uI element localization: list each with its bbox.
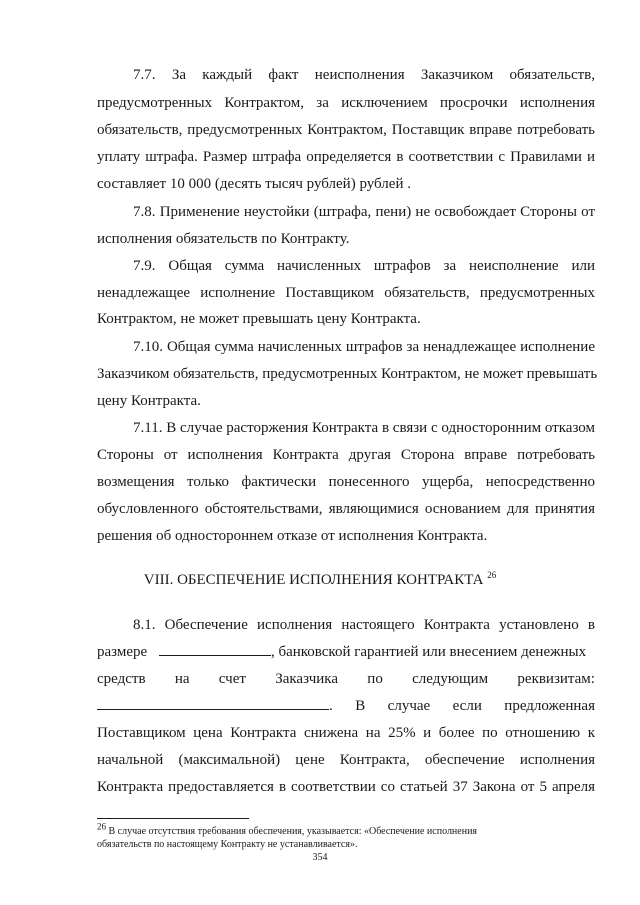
- paragraph-8-1-line-4: [97, 697, 595, 715]
- paragraph-7-11-line-2: Стороны от исполнения Контракта другая Сторона вправе потребовать: [97, 447, 595, 463]
- paragraph-8-1-line-3: [97, 670, 595, 688]
- paragraph-7-10-line-3: цену Контракта.: [97, 393, 201, 409]
- word: предложенная: [504, 698, 595, 714]
- paragraph-7-8-line-2: исполнения обязательств по Контракту.: [97, 231, 350, 247]
- paragraph-7-7-line-3: обязательств, предусмотренных Контрактом, Поставщик вправе потребовать: [97, 122, 595, 138]
- word: Заказчика: [275, 671, 339, 687]
- word: В: [355, 698, 366, 714]
- paragraph-7-9-line-3: Контрактом, не может превышать цену Контракта.: [97, 311, 421, 327]
- amount-blank-line: [159, 643, 271, 656]
- word: если: [452, 698, 482, 714]
- word: средств: [97, 671, 146, 687]
- section-8-title: VIII. ОБЕСПЕЧЕНИЕ ИСПОЛНЕНИЯ КОНТРАКТА: [143, 572, 484, 588]
- word: .: [329, 698, 333, 714]
- paragraph-7-9-line-1: 7.9. Общая сумма начисленных штрафов за неисполнение или: [133, 258, 595, 274]
- requisites-fill: [97, 697, 333, 715]
- amount-continuation: , банковской гарантией или внесением денежных: [270, 644, 587, 660]
- paragraph-7-11-line-4: обусловленного обстоятельствами, являющимися основанием для принятия: [97, 501, 595, 517]
- paragraph-7-11-line-3: возмещения только фактически понесенного ущерба, непосредственно: [97, 474, 595, 490]
- paragraph-7-7-line-1: 7.7. За каждый факт неисполнения Заказчиком обязательств,: [133, 67, 595, 83]
- paragraph-7-10-line-1: 7.10. Общая сумма начисленных штрафов за ненадлежащее исполнение: [133, 339, 595, 355]
- paragraph-7-10-line-2: Заказчиком обязательств, предусмотренных Контрактом, не может превышать: [97, 366, 598, 382]
- paragraph-7-11-line-1: 7.11. В случае расторжения Контракта в связи с односторонним отказом: [133, 420, 595, 436]
- paragraph-8-1-line-1: 8.1. Обеспечение исполнения настоящего Контракта установлено в: [133, 617, 595, 633]
- requisites-blank-line: [97, 697, 329, 710]
- section-8-heading: [0, 571, 640, 589]
- footnote-separator: [97, 818, 249, 819]
- footnote-number: 26: [97, 821, 106, 832]
- footnote-text-1: В случае отсутствия требования обеспечения, указывается: «Обеспечение исполнения: [106, 826, 478, 837]
- paragraph-8-1-line-5: Поставщиком цена Контракта снижена на 25% и более по отношению к: [97, 725, 595, 741]
- paragraph-7-7-line-4: уплату штрафа. Размер штрафа определяется в соответствии с Правилами и: [97, 149, 595, 165]
- word: на: [174, 671, 190, 687]
- paragraph-7-7-line-5: составляет 10 000 (десять тысяч рублей) рублей .: [97, 176, 411, 192]
- paragraph-7-9-line-2: ненадлежащее исполнение Поставщиком обязательств, предусмотренных: [97, 285, 595, 301]
- word: счет: [218, 671, 246, 687]
- amount-label: размере: [97, 644, 148, 660]
- paragraph-7-8-line-1: 7.8. Применение неустойки (штрафа, пени) не освобождает Стороны от: [133, 204, 595, 220]
- paragraph-8-1-line-7: Контракта предоставляется в соответствии со статьей 37 Закона от 5 апреля: [97, 779, 595, 795]
- footnote-line-1: [97, 821, 595, 838]
- paragraph-8-1-line-2: [97, 643, 595, 661]
- paragraph-8-1-line-6: начальной (максимальной) цене Контракта, обеспечение исполнения: [97, 752, 595, 768]
- footnote-line-2: обязательств по настоящему Контракту не устанавливается».: [97, 839, 358, 850]
- word: случае: [387, 698, 431, 714]
- page-number: 354: [312, 852, 328, 863]
- word: реквизитам:: [517, 671, 595, 687]
- word: по: [367, 671, 383, 687]
- paragraph-7-7-line-2: предусмотренных Контрактом, за исключением просрочки исполнения: [97, 95, 595, 111]
- paragraph-7-11-line-5: решения об одностороннем отказе от исполнения Контракта.: [97, 528, 488, 544]
- word: следующим: [412, 671, 489, 687]
- footnote-reference: 26: [487, 570, 497, 580]
